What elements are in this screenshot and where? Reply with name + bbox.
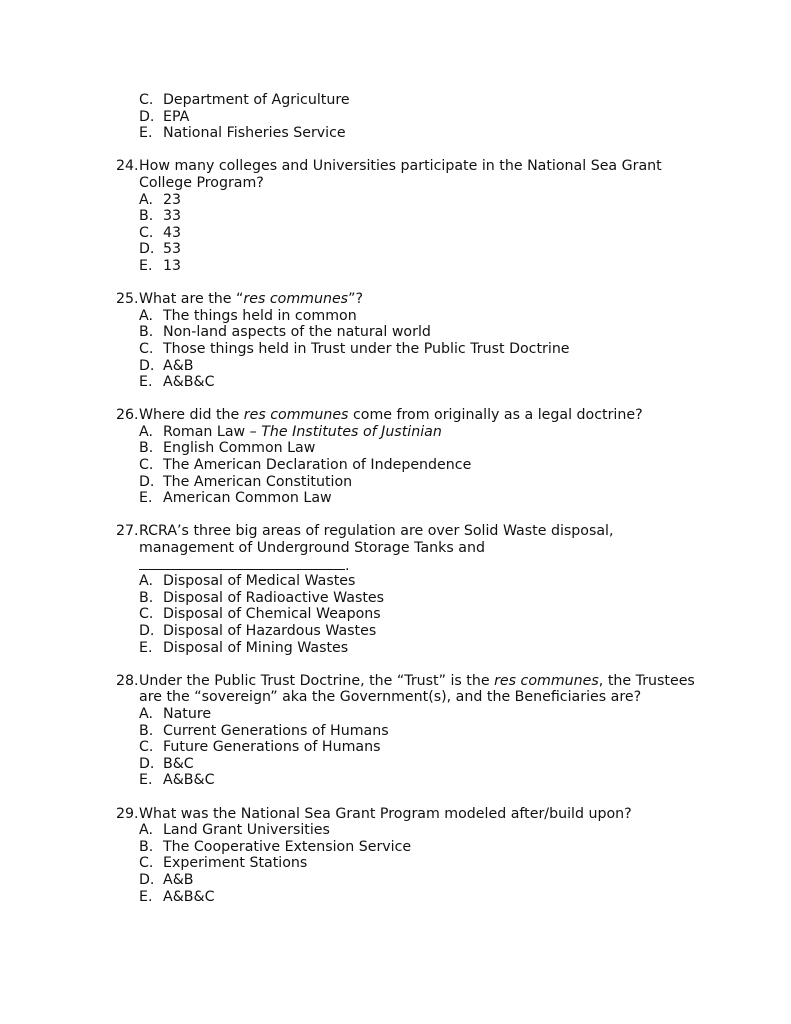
- question-number: 27.: [116, 523, 139, 540]
- option-letter: C.: [139, 457, 154, 474]
- option-text: Experiment Stations: [163, 855, 308, 872]
- answer-option: [0, 889, 791, 906]
- answer-option: [0, 208, 791, 225]
- spacer: [0, 275, 791, 292]
- question-text: What was the National Sea Grant Program modeled after/build upon?: [139, 805, 632, 822]
- question-text: College Program?: [139, 174, 264, 191]
- option-text: Department of Agriculture: [163, 92, 350, 108]
- option-text: A&B&C: [163, 888, 215, 905]
- answer-option: [0, 125, 791, 142]
- question-text-line: [0, 557, 791, 574]
- option-text: Future Generations of Humans: [163, 739, 381, 756]
- answer-option: [0, 374, 791, 391]
- answer-option: [0, 92, 791, 109]
- option-text: A&B: [163, 357, 194, 374]
- option-text: A&B: [163, 871, 194, 888]
- answer-option: [0, 640, 791, 657]
- question-number: 24.: [116, 158, 139, 175]
- option-letter: E.: [139, 257, 153, 274]
- option-letter: D.: [139, 623, 155, 639]
- option-letter: A.: [139, 573, 153, 590]
- question-text: Where did the res communes come from originally as a legal doctrine?: [139, 407, 643, 424]
- answer-blank: [139, 557, 345, 570]
- answer-option: [0, 822, 791, 839]
- option-text: Disposal of Medical Wastes: [163, 573, 356, 590]
- answer-option: [0, 490, 791, 507]
- answer-option: [0, 474, 791, 491]
- question-25: [0, 291, 791, 391]
- answer-option: [0, 192, 791, 209]
- option-text: EPA: [163, 108, 190, 125]
- question-text: .: [139, 557, 350, 575]
- option-text: Current Generations of Humans: [163, 722, 389, 739]
- question-text-line: [0, 689, 791, 706]
- option-letter: E.: [139, 125, 153, 142]
- option-letter: D.: [139, 108, 155, 125]
- option-text: The American Constitution: [163, 473, 353, 490]
- question-text: How many colleges and Universities participate in the National Sea Grant: [139, 158, 662, 175]
- option-text: Disposal of Hazardous Wastes: [163, 623, 377, 639]
- italic-text: The Institutes of Justinian: [261, 423, 442, 440]
- question-number: 28.: [116, 672, 139, 689]
- option-letter: B.: [139, 838, 154, 855]
- option-text: National Fisheries Service: [163, 125, 346, 142]
- option-letter: E.: [139, 888, 153, 905]
- question-text: Under the Public Trust Doctrine, the “Trust” is the res communes, the Trustees: [139, 672, 695, 689]
- option-text: A&B&C: [163, 772, 215, 789]
- answer-option: [0, 308, 791, 325]
- answer-option: [0, 839, 791, 856]
- answer-option: [0, 590, 791, 607]
- answer-option: [0, 623, 791, 640]
- document-page: [0, 92, 791, 905]
- question-text-line: [0, 175, 791, 192]
- option-letter: D.: [139, 871, 155, 888]
- option-text: 33: [163, 208, 182, 225]
- answer-option: [0, 241, 791, 258]
- spacer: [0, 142, 791, 159]
- option-letter: D.: [139, 755, 155, 772]
- question-text: What are the “res communes”?: [139, 291, 363, 308]
- option-letter: C.: [139, 92, 154, 108]
- option-letter: B.: [139, 589, 154, 606]
- question-29: [0, 806, 791, 906]
- option-text: Roman Law – The Institutes of Justinian: [163, 423, 442, 440]
- question-text-line: [0, 158, 791, 175]
- option-letter: C.: [139, 224, 154, 241]
- option-letter: E.: [139, 639, 153, 656]
- option-letter: B.: [139, 440, 154, 457]
- option-letter: A.: [139, 705, 153, 722]
- option-text: 23: [163, 191, 182, 208]
- spacer: [0, 507, 791, 524]
- italic-text: res communes: [243, 291, 349, 308]
- option-letter: A.: [139, 191, 153, 208]
- answer-option: [0, 606, 791, 623]
- answer-option: [0, 109, 791, 126]
- answer-option: [0, 706, 791, 723]
- option-letter: C.: [139, 855, 154, 872]
- answer-option: [0, 723, 791, 740]
- option-letter: C.: [139, 739, 154, 756]
- option-text: B&C: [163, 755, 194, 772]
- spacer: [0, 391, 791, 408]
- answer-option: [0, 358, 791, 375]
- option-text: 53: [163, 241, 182, 258]
- option-text: Disposal of Radioactive Wastes: [163, 589, 385, 606]
- option-letter: D.: [139, 473, 155, 490]
- option-text: Non-land aspects of the natural world: [163, 324, 431, 341]
- question-text-line: [0, 540, 791, 557]
- option-text: English Common Law: [163, 440, 316, 457]
- option-text: American Common Law: [163, 490, 332, 507]
- question-28: [0, 673, 791, 789]
- option-letter: B.: [139, 722, 154, 739]
- answer-option: [0, 772, 791, 789]
- option-letter: A.: [139, 423, 153, 440]
- answer-option: [0, 341, 791, 358]
- answer-option: [0, 573, 791, 590]
- question-text: are the “sovereign” aka the Government(s), and the Beneficiaries are?: [139, 689, 642, 706]
- option-letter: D.: [139, 357, 155, 374]
- option-letter: B.: [139, 324, 154, 341]
- option-text: Those things held in Trust under the Public Trust Doctrine: [163, 340, 570, 357]
- answer-option: [0, 756, 791, 773]
- question-text-line: [0, 523, 791, 540]
- answer-option: [0, 739, 791, 756]
- spacer: [0, 656, 791, 673]
- answer-option: [0, 872, 791, 889]
- question-text: management of Underground Storage Tanks and: [139, 540, 485, 557]
- answer-option: [0, 324, 791, 341]
- spacer: [0, 789, 791, 806]
- answer-option: [0, 440, 791, 457]
- option-letter: E.: [139, 490, 153, 507]
- question-number: 29.: [116, 805, 139, 822]
- question-number: 26.: [116, 407, 139, 424]
- question-24: [0, 158, 791, 274]
- continued-options: [0, 92, 791, 142]
- option-letter: E.: [139, 374, 153, 391]
- option-text: Land Grant Universities: [163, 822, 330, 839]
- question-text-line: [0, 673, 791, 690]
- option-letter: A.: [139, 822, 153, 839]
- question-text-line: [0, 806, 791, 823]
- question-number: 25.: [116, 291, 139, 308]
- option-text: A&B&C: [163, 374, 215, 391]
- option-text: 43: [163, 224, 182, 241]
- question-text: RCRA’s three big areas of regulation are over Solid Waste disposal,: [139, 523, 614, 540]
- option-letter: A.: [139, 307, 153, 324]
- option-letter: C.: [139, 340, 154, 357]
- option-text: Disposal of Chemical Weapons: [163, 606, 381, 623]
- option-text: Disposal of Mining Wastes: [163, 639, 349, 656]
- answer-option: [0, 424, 791, 441]
- question-text-line: [0, 291, 791, 308]
- option-text: 13: [163, 257, 182, 274]
- question-26: [0, 407, 791, 507]
- option-letter: E.: [139, 772, 153, 789]
- question-text-line: [0, 407, 791, 424]
- option-letter: C.: [139, 606, 154, 623]
- question-27: [0, 523, 791, 656]
- option-text: Nature: [163, 705, 212, 722]
- option-letter: B.: [139, 208, 154, 225]
- italic-text: res communes: [243, 407, 349, 424]
- option-text: The things held in common: [163, 307, 357, 324]
- option-text: The Cooperative Extension Service: [163, 838, 412, 855]
- option-text: The American Declaration of Independence: [163, 457, 472, 474]
- answer-option: [0, 258, 791, 275]
- italic-text: res communes: [494, 672, 599, 689]
- answer-option: [0, 225, 791, 242]
- option-letter: D.: [139, 241, 155, 258]
- answer-option: [0, 855, 791, 872]
- answer-option: [0, 457, 791, 474]
